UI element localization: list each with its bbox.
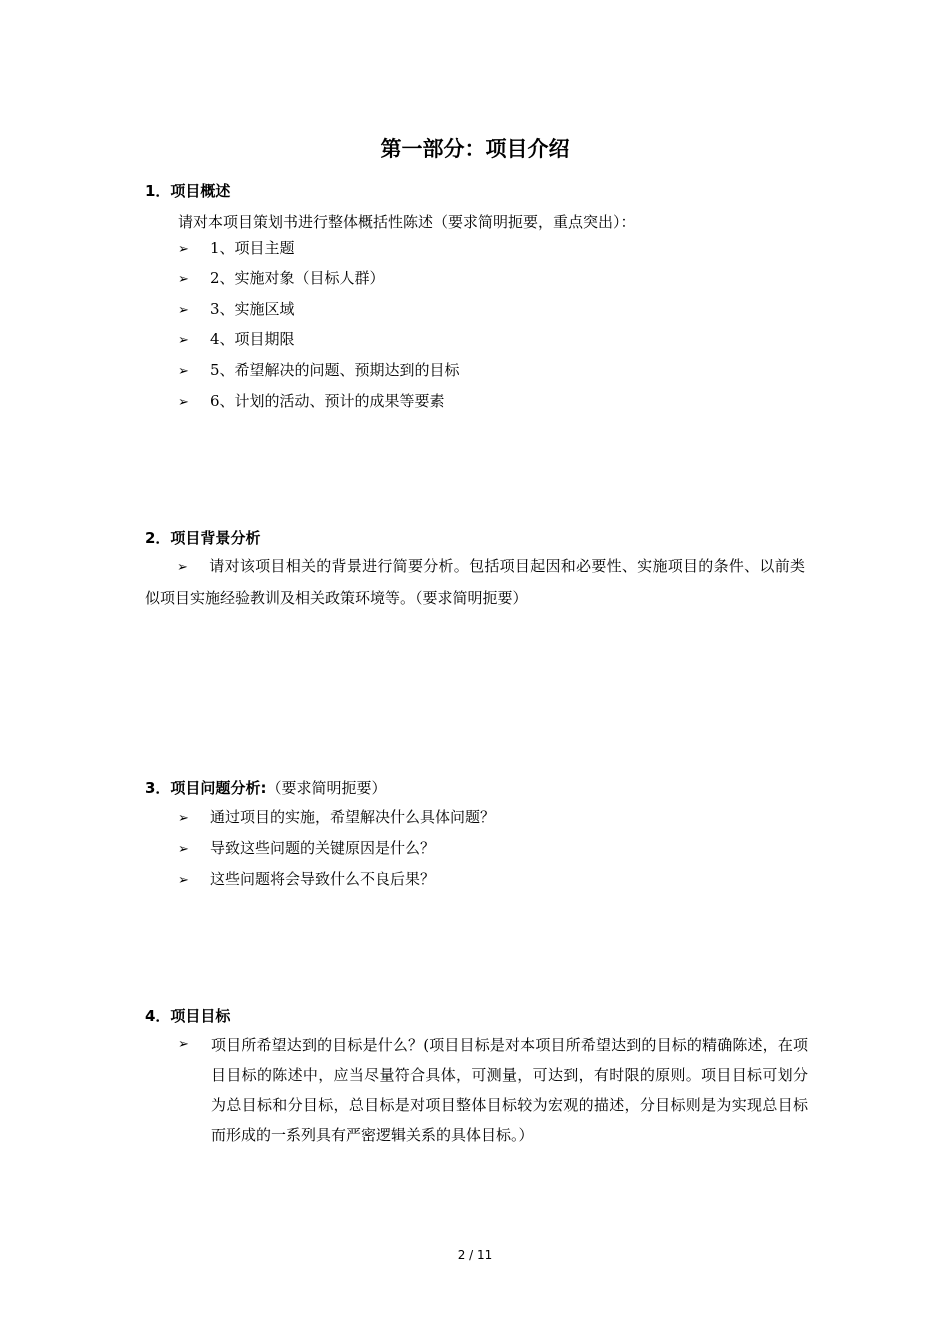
- arrow-bullet-icon: ➢: [178, 842, 189, 857]
- arrow-bullet-icon: ➢: [178, 303, 189, 318]
- list-item-text: 这些问题将会导致什么不良后果？: [210, 870, 436, 888]
- list-item-text: 6、计划的活动、预计的成果等要素: [210, 392, 445, 410]
- section-2-heading: 2．项目背景分析: [145, 529, 261, 547]
- section-4-heading: 4．项目目标: [145, 1007, 231, 1025]
- section-3-heading: [145, 777, 386, 798]
- arrow-bullet-icon: ➢: [178, 395, 189, 410]
- arrow-bullet-icon: ➢: [178, 1037, 189, 1052]
- list-item-text: 导致这些问题的关键原因是什么？: [210, 839, 436, 857]
- page-number: 2 / 11: [457, 1248, 493, 1262]
- section-4-paragraph: [178, 1030, 808, 1150]
- list-item-text: 2、实施对象（目标人群）: [210, 269, 385, 287]
- list-item: [178, 390, 445, 412]
- list-item: [178, 868, 435, 890]
- list-item-text: 4、项目期限: [210, 330, 295, 348]
- section-1-heading: 1．项目概述: [145, 182, 231, 200]
- arrow-bullet-icon: ➢: [178, 242, 189, 257]
- arrow-bullet-icon: ➢: [178, 873, 189, 888]
- arrow-bullet-icon: ➢: [177, 560, 188, 575]
- list-item: [178, 328, 295, 350]
- arrow-bullet-icon: ➢: [178, 333, 189, 348]
- section-1-intro: 请对本项目策划书进行整体概括性陈述（要求简明扼要，重点突出）：: [178, 213, 636, 231]
- arrow-bullet-icon: ➢: [178, 364, 189, 379]
- arrow-bullet-icon: ➢: [178, 811, 189, 826]
- list-item: [178, 237, 295, 259]
- section-2-text: 请对该项目相关的背景进行简要分析。包括项目起因和必要性、实施项目的条件、以前类似项目实施经验教训及相关政策环境等。（要求简明扼要）: [145, 557, 805, 607]
- list-item: [178, 298, 295, 320]
- section-2-paragraph: [145, 551, 805, 613]
- page-title: 第一部分：项目介绍: [380, 137, 570, 161]
- arrow-bullet-icon: ➢: [178, 272, 189, 287]
- section-3-heading-text: 3．项目问题分析:: [145, 779, 267, 797]
- list-item: [178, 359, 460, 381]
- list-item: [178, 267, 385, 289]
- list-item: [178, 806, 495, 828]
- section-4-text: 项目所希望达到的目标是什么？(项目目标是对本项目所希望达到的目标的精确陈述，在项目目标的陈述中，应当尽量符合具体，可测量，可达到，有时限的原则。项目目标可划分为总目标和分目标，总目标是对项目整体目标较为宏观的描述，分目标则是为实现总目标而形成的一系列具有严密逻辑关系的具体目标。）: [211, 1036, 808, 1144]
- list-item-text: 3、实施区域: [210, 300, 295, 318]
- list-item: [178, 837, 435, 859]
- section-3-heading-note: （要求简明扼要）: [266, 779, 387, 797]
- list-item-text: 5、希望解决的问题、预期达到的目标: [210, 361, 460, 379]
- list-item-text: 通过项目的实施，希望解决什么具体问题？: [210, 808, 496, 826]
- list-item-text: 1、项目主题: [210, 239, 295, 257]
